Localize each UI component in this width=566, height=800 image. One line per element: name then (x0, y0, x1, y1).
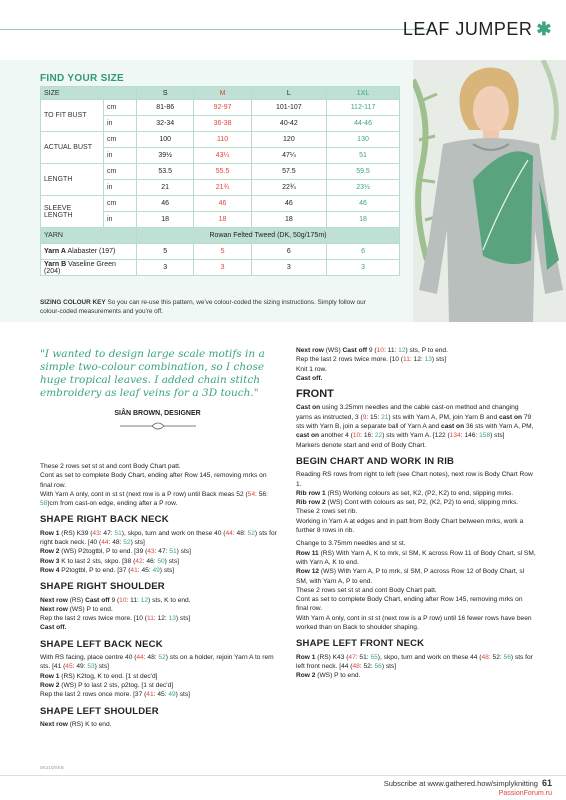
cell: 3 (194, 260, 251, 276)
paragraph: These 2 rows set rib. (296, 508, 358, 516)
cell: 46 (251, 196, 326, 212)
unit: in (104, 116, 137, 132)
section-heading: FRONT (296, 388, 334, 401)
row-label: ACTUAL BUST (41, 132, 104, 164)
yarn-row (41, 228, 400, 244)
paragraph: Rep the last 2 rows once more. [37 (41: 45: 49) sts] (40, 691, 190, 699)
cell: 23½ (327, 180, 400, 196)
section-heading: BEGIN CHART AND WORK IN RIB (296, 455, 455, 467)
cell: 18 (194, 212, 251, 228)
cell: 22¾ (251, 180, 326, 196)
row-label: TO FIT BUST (41, 100, 104, 132)
size-label: SIZE (41, 87, 137, 100)
cell: 18 (327, 212, 400, 228)
cell: 92-97 (194, 100, 251, 116)
yarn-value: Rowan Felted Tweed (DK, 50g/175m) (137, 228, 400, 244)
yarn-label: YARN (41, 228, 137, 244)
table-row (41, 196, 400, 212)
cell: 51 (327, 148, 400, 164)
size-table (40, 86, 400, 276)
paragraph: These 2 rows set st st and cont Body Chart patt. (296, 586, 437, 594)
paragraph: Row 2 (WS) P to last 2 sts, p2tog. [1 st dec'd] (40, 681, 174, 689)
table-row (41, 244, 400, 260)
paragraph: Cont as set to complete Body Chart, ending after Row 145, removing mrks on final row. (40, 472, 267, 489)
paragraph: Knit 1 row. (296, 365, 327, 373)
paragraph: Row 4 P2togtbl, P to end. [37 (41: 45: 49) sts] (40, 566, 175, 574)
section-heading: SHAPE RIGHT BACK NECK (40, 514, 169, 526)
leaf-icon: ✱ (536, 19, 552, 39)
paragraph: These 2 rows set st st and cont Body Chart patt. (40, 463, 181, 470)
page-number: 61 (541, 778, 552, 788)
cell: 44-46 (327, 116, 400, 132)
size-s: S (137, 87, 194, 100)
cell: 46 (137, 196, 194, 212)
cell: 18 (137, 212, 194, 228)
paragraph: Row 11 (RS) With Yarn A, K to mrk, sl SM, K across Row 11 of Body Chart, sl SM, with Yarn A, K to end. (296, 549, 536, 566)
yarn-a-label: Yarn A Alabaster (197) (41, 244, 137, 260)
watermark: PassionForum.ru (498, 790, 552, 797)
paragraph: With Yarn A only, cont in st st (next row is a P row) until 16 fewer rows have been worked than on Back to shoulder shaping. (296, 614, 532, 632)
paragraph: Next row (RS) K to end. (40, 720, 112, 728)
cell: 57.5 (251, 164, 326, 180)
paragraph: Row 3 K to last 2 sts, skpo. [38 (42: 46: 50) sts] (40, 557, 179, 565)
cell: 6 (251, 244, 326, 260)
cell: 47¼ (251, 148, 326, 164)
cell: 18 (251, 212, 326, 228)
find-your-size-heading: FIND YOUR SIZE (40, 73, 125, 84)
cell: 3 (137, 260, 194, 276)
paragraph: Row 1 (RS) K39 (43: 47: 51), skpo, turn and work on these 40 (44: 48: 52) sts for right back neck. [40 (44: 48: 52) sts] (40, 529, 277, 547)
table-row (41, 260, 400, 276)
paragraph: Next row (WS) Cast off 9 (10: 11: 12) sts, P to end. (296, 347, 448, 354)
size-header-row (41, 87, 400, 100)
flourish-divider (118, 420, 198, 432)
paragraph: Rib row 1 (RS) Working colours as set, K2, (P2, K2) to end, slipping mrks. (296, 489, 514, 497)
unit: cm (104, 132, 137, 148)
cell: 59.5 (327, 164, 400, 180)
cell: 21¾ (194, 180, 251, 196)
cell: 46 (194, 196, 251, 212)
sizing-colour-key: SIZING COLOUR KEY So you can re-use this pattern, we've colour-coded the sizing instructions. Simply follow our colour-coded measurements and you're off. (40, 299, 366, 315)
size-1xl: 1XL (327, 87, 400, 100)
unit: in (104, 212, 137, 228)
footer-rule (0, 775, 566, 776)
paragraph: Row 1 (RS) K2tog, K to end. [1 st dec'd] (40, 672, 158, 680)
unit: in (104, 148, 137, 164)
small-code: SK210/SKB (40, 765, 64, 770)
designer-quote: "I wanted to design large scale motifs in a simple two-colour combination, so I chose huge tropical leaves. I added chain stitch embroidery as leaf veins for a 3D touch." (40, 348, 265, 399)
table-row (41, 132, 400, 148)
paragraph: Cont as set to complete Body Chart, ending after Row 145, removing mrks on final row. (296, 596, 523, 613)
paragraph: With RS facing, place centre 40 (44: 48: 52) sts on a holder, rejoin Yarn A to rem sts. [41 (45: 49: 53) sts] (40, 654, 274, 671)
cell: 43¼ (194, 148, 251, 164)
cell: 36-38 (194, 116, 251, 132)
cell: 32-34 (137, 116, 194, 132)
model-photo (413, 60, 566, 322)
cell: 21 (137, 180, 194, 196)
section-heading: SHAPE LEFT BACK NECK (40, 638, 163, 650)
paragraph: Row 2 (WS) P to end. (296, 672, 361, 680)
unit: in (104, 180, 137, 196)
cell: 46 (327, 196, 400, 212)
paragraph: With Yarn A only, cont in st st (next row is a P row) until Back meas 52 (54: 56: 58)cm from cast-on edge, ending after a P row. (40, 490, 268, 508)
cell: 100 (137, 132, 194, 148)
paragraph: Rep the last 2 rows twice more. [10 (11: 12: 13) sts] (296, 356, 447, 364)
paragraph: Markers denote start and end of Body Chart. (296, 441, 427, 449)
unit: cm (104, 164, 137, 180)
size-l: L (251, 87, 326, 100)
cell: 110 (194, 132, 251, 148)
cell: 6 (327, 244, 400, 260)
cell: 39½ (137, 148, 194, 164)
header-rule (0, 29, 430, 30)
cell: 3 (327, 260, 400, 276)
section-heading: SHAPE LEFT SHOULDER (40, 705, 159, 717)
yarn-b-label: Yarn B Vaseline Green (204) (41, 260, 137, 276)
paragraph: Cast off. (40, 624, 67, 632)
model-illustration (413, 60, 566, 322)
cell: 130 (327, 132, 400, 148)
table-row (41, 164, 400, 180)
paragraph: Row 2 (WS) P2togtbl, P to end. [39 (43: 47: 51) sts] (40, 548, 191, 556)
cell: 55.5 (194, 164, 251, 180)
cell: 112-117 (327, 100, 400, 116)
footer (384, 778, 552, 788)
cell: 3 (251, 260, 326, 276)
cell: 40-42 (251, 116, 326, 132)
paragraph: Working in Yarn A at edges and in patt from Body Chart between mrks, work a further 8 rows in rib. (296, 517, 524, 535)
paragraph: Rib row 2 (WS) Cont with colours as set, P2, (K2, P2) to end, slipping mrks. (296, 499, 519, 507)
section-heading: SHAPE LEFT FRONT NECK (296, 638, 425, 650)
cell: 5 (194, 244, 251, 260)
cell: 81-86 (137, 100, 194, 116)
paragraph: Reading RS rows from right to left (see Chart notes), next row is Body Chart Row 1. (296, 471, 533, 488)
row-label: SLEEVE LENGTH (41, 196, 104, 228)
paragraph: Change to 3.75mm needles and st st. (296, 540, 406, 548)
unit: cm (104, 100, 137, 116)
cell: 101-107 (251, 100, 326, 116)
subscribe-link[interactable]: Subscribe at www.gathered.how/simplyknitting (383, 779, 538, 788)
left-column (40, 462, 280, 729)
cell: 53.5 (137, 164, 194, 180)
paragraph: Next row (WS) P to end. (40, 605, 113, 613)
unit: cm (104, 196, 137, 212)
pattern-title: LEAF JUMPER ✱ (402, 19, 552, 39)
row-label: LENGTH (41, 164, 104, 196)
right-column (296, 346, 536, 681)
section-heading: SHAPE RIGHT SHOULDER (40, 581, 165, 593)
paragraph: Rep the last 2 rows twice more. [10 (11: 12: 13) sts] (40, 615, 191, 623)
paragraph: Next row (RS) Cast off 9 (10: 11: 12) sts, K to end. (40, 596, 191, 604)
table-row (41, 100, 400, 116)
paragraph: Row 12 (WS) With Yarn A, P to mrk, sl SM, P across Row 12 of Body Chart, sl SM, with Yarn A, P to end. (296, 568, 525, 585)
cell: 120 (251, 132, 326, 148)
quote-attribution: SIÂN BROWN, DESIGNER (114, 410, 201, 417)
size-m: M (194, 87, 251, 100)
paragraph: Row 1 (RS) K43 (47: 51: 55), skpo, turn and work on these 44 (48: 52: 56) sts for left front neck. [44 (48: 52: 56) sts] (296, 653, 533, 670)
cell: 5 (137, 244, 194, 260)
paragraph: Cast on using 3.25mm needles and the cable cast-on method and changing yarns as instructed, 3 (9: 15: 21) sts with Yarn A, PM, join Yarn B and cast on 79 sts with Yarn B, join a separate ball of Yarn A and cast on 36 sts with Yarn A, PM, cast on another 4 (10: 16: 22) sts with Yarn A. [122 (134: 146: 158) sts] (296, 404, 534, 440)
paragraph: Cast off. (296, 374, 323, 382)
